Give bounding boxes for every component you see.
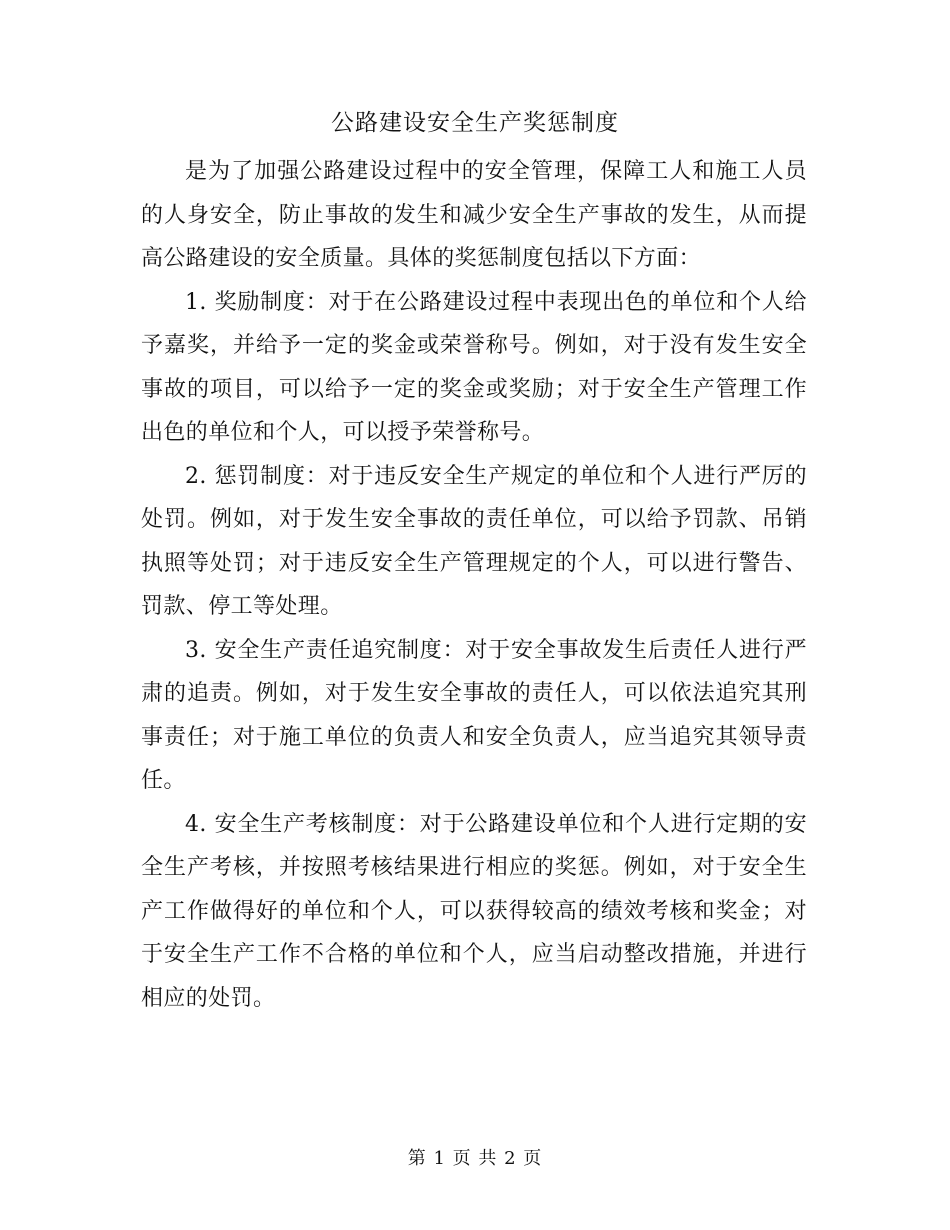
page-number-footer: 第 1 页 共 2 页 [407,1148,543,1169]
document-body [141,150,807,1020]
document-title: 公路建设安全生产奖惩制度 [331,110,619,136]
accountability-system-paragraph: 3. 安全生产责任追究制度：对于安全事故发生后责任人进行严肃的追责。例如，对于发生安全事故的责任人，可以依法追究其刑事责任；对于施工单位的负责人和安全负责人，应当追究其领导责任。 [141,637,807,793]
reward-system-paragraph: 1. 奖励制度：对于在公路建设过程中表现出色的单位和个人给予嘉奖，并给予一定的奖金或荣誉称号。例如，对于没有发生安全事故的项目，可以给予一定的奖金或奖励；对于安全生产管理工作出色的单位和个人，可以授予荣誉称号。 [141,289,807,445]
penalty-system-paragraph: 2. 惩罚制度：对于违反安全生产规定的单位和个人进行严厉的处罚。例如，对于发生安全事故的责任单位，可以给予罚款、吊销执照等处罚；对于违反安全生产管理规定的个人，可以进行警告、罚款、停工等处理。 [141,463,807,619]
assessment-system-paragraph: 4. 安全生产考核制度：对于公路建设单位和个人进行定期的安全生产考核，并按照考核结果进行相应的奖惩。例如，对于安全生产工作做得好的单位和个人，可以获得较高的绩效考核和奖金；对于安全生产工作不合格的单位和个人，应当启动整改措施，并进行相应的处罚。 [141,811,807,1011]
intro-paragraph: 是为了加强公路建设过程中的安全管理，保障工人和施工人员的人身安全，防止事故的发生和减少安全生产事故的发生，从而提高公路建设的安全质量。具体的奖惩制度包括以下方面： [141,159,807,271]
